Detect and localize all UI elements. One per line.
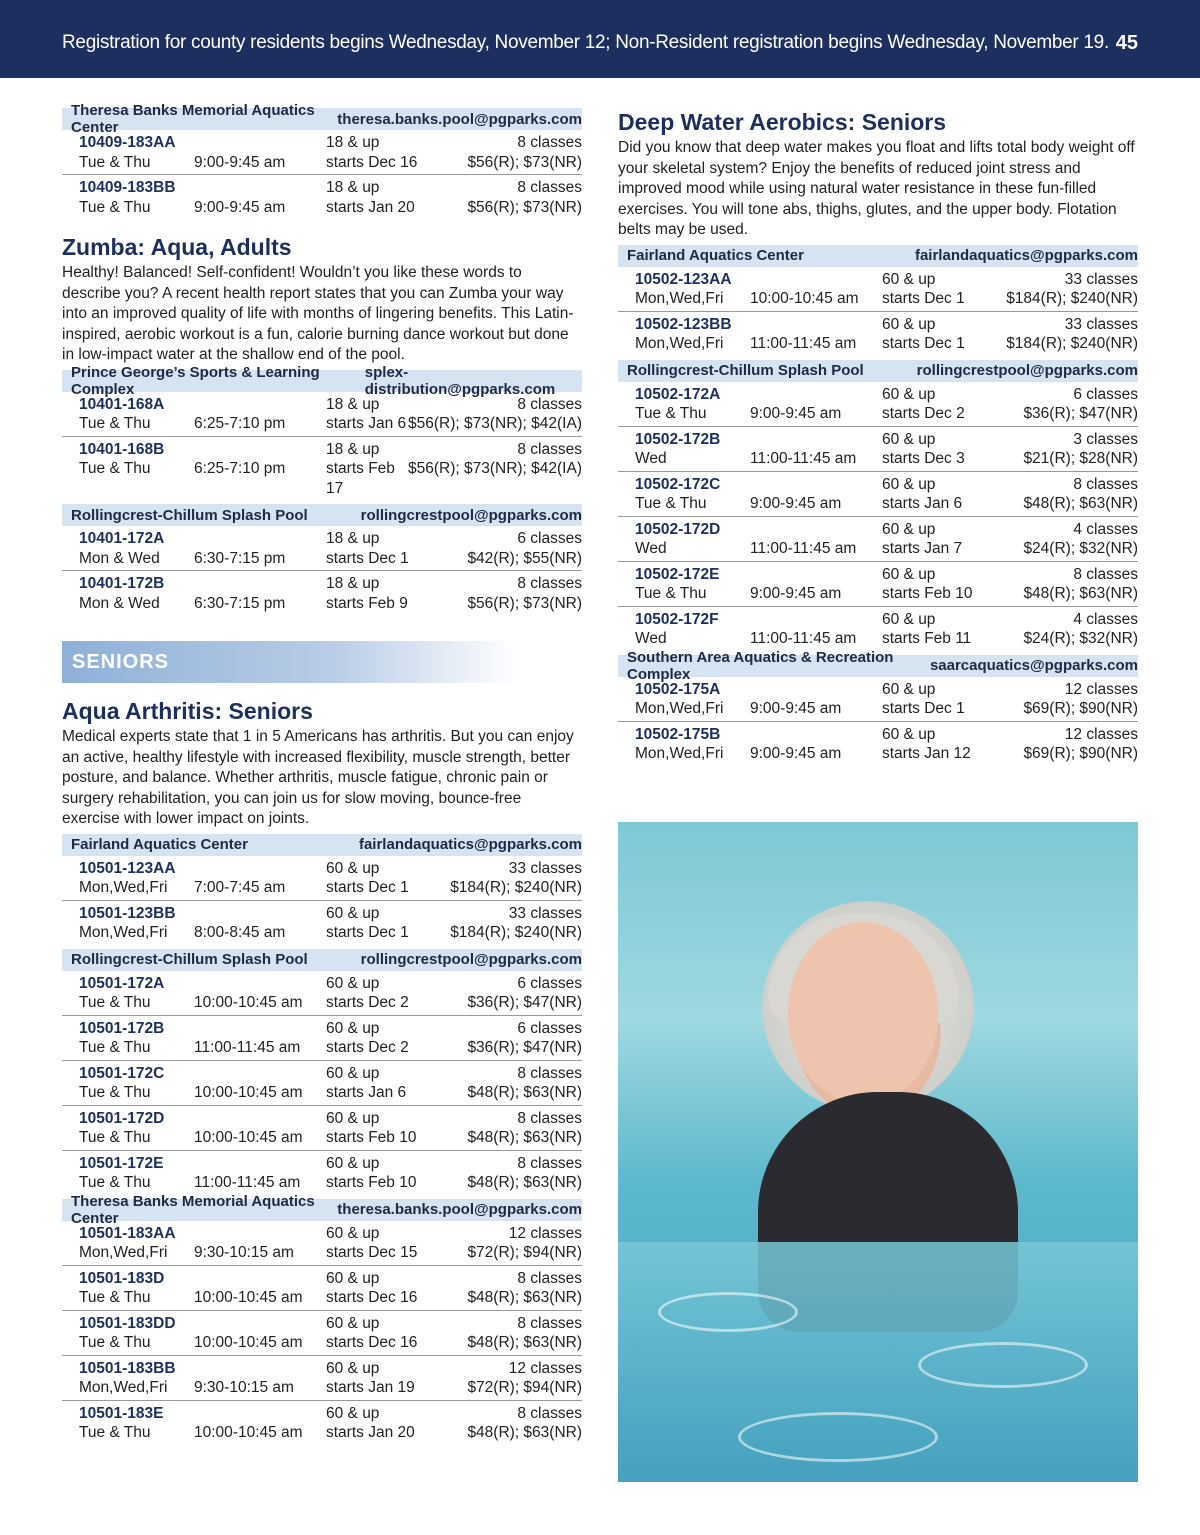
class-age: 60 & up [326,1064,380,1082]
class-row [62,175,582,219]
class-fee: $184(R); $240(NR) [1006,335,1138,352]
class-code: 10401-168B [79,440,165,458]
photo-ripple [738,1412,938,1462]
class-time: 9:00-9:45 am [750,585,842,602]
class-days: Wed [635,540,667,557]
class-classes: 4 classes [1073,610,1138,628]
location-block [618,648,1138,766]
class-days: Mon,Wed,Fri [79,924,168,941]
class-start: starts Feb 10 [326,1174,417,1191]
class-row [618,312,1138,356]
class-classes: 8 classes [517,575,582,592]
class-fee: $36(R); $47(NR) [467,1039,582,1056]
zumba-title: Zumba: Aqua, Adults [62,234,292,260]
location-email-link[interactable]: fairlandaquatics@pgparks.com [358,836,582,853]
class-days: Wed [635,450,667,467]
class-days: Tue & Thu [79,1129,151,1146]
arthritis-description: Medical experts state that 1 in 5 Americans has arthritis. But you can enjoy an active, healthy lifestyle with increased flexibility, muscle strength, better posture, and balance. Whether arthritis, muscle fatigue, chronic pain or surgery rehabilitation, you can join us for slow moving, bounce-free exercise with lower impact on joints. [62,728,574,827]
location-header [62,834,582,856]
class-time: 10:00-10:45 am [194,1129,303,1146]
class-row [62,1151,582,1195]
class-row [62,1106,582,1151]
class-fee: $48(R); $63(NR) [467,1084,582,1101]
class-time: 10:00-10:45 am [194,1289,303,1306]
class-start: starts Dec 1 [882,335,965,352]
class-time: 6:25-7:10 pm [194,460,286,477]
class-classes: 8 classes [517,1314,582,1332]
class-age: 18 & up [326,134,380,151]
class-time: 11:00-11:45 am [750,335,857,352]
location-header [618,648,1138,683]
class-row [62,856,582,901]
photo-face [788,922,938,1102]
class-fee: $56(R); $73(NR); $42(IA) [407,415,582,432]
class-age: 60 & up [882,565,936,583]
class-days: Tue & Thu [79,1039,151,1056]
class-row [62,1061,582,1106]
class-age: 60 & up [326,904,380,922]
class-fee: $56(R); $73(NR) [467,198,582,216]
class-row [62,526,582,571]
class-time: 8:00-8:45 am [194,924,286,941]
class-age: 18 & up [326,179,380,196]
location-header [618,360,1138,382]
senior-swimmer-photo [618,822,1138,1482]
class-fee: $72(R); $94(NR) [467,1244,582,1261]
class-start: starts Dec 1 [882,700,965,717]
class-fee: $48(R); $63(NR) [467,1334,582,1351]
class-days: Mon,Wed,Fri [79,879,168,896]
class-start: starts Feb 10 [326,1129,417,1146]
class-fee: $48(R); $63(NR) [467,1289,582,1306]
class-row [62,1356,582,1401]
deep-water-title: Deep Water Aerobics: Seniors [618,109,947,135]
location-header [62,102,582,136]
class-row [62,392,582,437]
class-start: starts Dec 16 [326,1289,418,1306]
class-classes: 8 classes [517,1109,582,1127]
class-time: 9:30-10:15 am [194,1244,294,1261]
class-fee: $56(R); $73(NR) [467,153,582,171]
class-classes: 33 classes [508,904,582,922]
class-classes: 33 classes [1064,270,1138,288]
class-classes: 8 classes [517,179,582,196]
class-classes: 8 classes [517,1154,582,1172]
location-block [62,102,582,219]
class-code: 10502-172C [635,475,721,493]
class-age: 60 & up [882,430,936,448]
location-name: Prince George’s Sports & Learning Complex [71,363,320,398]
class-age: 60 & up [326,1224,380,1242]
location-block [62,1192,582,1445]
class-age: 60 & up [326,1404,380,1422]
class-age: 60 & up [882,475,936,493]
class-classes: 12 classes [1064,725,1138,743]
location-block [62,504,582,615]
class-start: starts Feb 10 [882,585,973,602]
location-name: Theresa Banks Memorial Aquatics Center [71,102,315,136]
class-age: 60 & up [326,1269,380,1287]
class-row [618,722,1138,766]
class-code: 10501-172C [79,1064,165,1082]
class-time: 10:00-10:45 am [194,1084,303,1101]
class-days: Tue & Thu [635,585,707,602]
class-classes: 12 classes [508,1224,582,1242]
class-row [62,901,582,945]
class-fee: $69(R); $90(NR) [1023,700,1138,717]
location-email-link[interactable]: splex-distribution@pgparks.com [364,363,556,398]
location-name: Rollingcrest-Chillum Splash Pool [71,506,308,524]
class-age: 60 & up [882,680,936,698]
class-row [62,1401,582,1445]
class-fee: $36(R); $47(NR) [1023,405,1138,422]
class-fee: $48(R); $63(NR) [1023,585,1138,602]
class-classes: 8 classes [1073,565,1138,583]
class-age: 18 & up [326,575,380,592]
location-name: Rollingcrest-Chillum Splash Pool [71,951,308,968]
class-code: 10401-168A [79,395,165,413]
class-days: Tue & Thu [79,198,151,216]
class-fee: $24(R); $32(NR) [1023,630,1138,647]
class-time: 6:30-7:15 pm [194,594,286,612]
class-classes: 6 classes [517,974,582,992]
location-block [62,363,582,501]
location-block [62,949,582,1195]
class-age: 60 & up [326,1154,380,1172]
class-time: 9:00-9:45 am [750,495,842,512]
location-email-link[interactable]: theresa.banks.pool@pgparks.com [337,1201,582,1218]
class-days: Tue & Thu [79,1424,151,1441]
class-code: 10501-183D [79,1269,165,1287]
class-classes: 6 classes [1073,385,1138,403]
class-fee: $36(R); $47(NR) [467,994,582,1011]
class-age: 18 & up [326,395,380,413]
registration-notice: Registration for county residents begins Wednesday, November 12; Non-Resident registration begins Wednesday, November 19. [62,32,1109,53]
class-row [618,517,1138,562]
class-row [62,571,582,615]
class-start: starts Jan 19 [326,1379,415,1396]
class-code: 10501-183DD [79,1314,176,1332]
class-classes: 8 classes [517,440,582,458]
class-classes: 8 classes [1073,475,1138,493]
class-age: 18 & up [326,530,380,547]
class-fee: $184(R); $240(NR) [1006,290,1138,307]
location-name: Theresa Banks Memorial Aquatics Center [71,1192,315,1227]
class-classes: 33 classes [1064,315,1138,333]
class-classes: 12 classes [508,1359,582,1377]
class-time: 9:00-9:45 am [194,198,286,216]
class-code: 10502-172F [635,610,719,628]
class-start: starts Dec 2 [326,994,409,1011]
class-time: 9:00-9:45 am [750,700,842,717]
deep-water-description: Did you know that deep water makes you float and lifts total body weight off your skeletal system? Enjoy the benefits of reduced joint stress and improved mood while using natural water resistance in these fun-filled exercises. You will tone abs, thighs, glutes, and the upper body. Flotation belts may be used. [618,139,1135,238]
class-start: starts Dec 3 [882,450,965,467]
class-code: 10502-172A [635,385,721,403]
class-code: 10502-172D [635,520,721,538]
class-row [62,1221,582,1266]
class-age: 60 & up [326,1314,380,1332]
class-start: starts Dec 2 [326,1039,409,1056]
class-fee: $48(R); $63(NR) [1023,495,1138,512]
class-classes: 8 classes [517,134,582,151]
photo-ripple [918,1342,1088,1388]
class-days: Tue & Thu [79,460,151,477]
class-days: Mon,Wed,Fri [635,745,724,762]
class-days: Mon & Wed [79,549,160,567]
class-age: 60 & up [326,1359,380,1377]
seniors-section-band: SENIORS [62,641,517,683]
location-email-link[interactable]: theresa.banks.pool@pgparks.com [337,110,582,128]
class-row [618,562,1138,607]
class-start: starts Dec 16 [326,1334,418,1351]
class-days: Tue & Thu [79,153,151,171]
class-code: 10401-172A [79,530,165,547]
class-age: 60 & up [882,520,936,538]
class-fee: $72(R); $94(NR) [467,1379,582,1396]
class-code: 10501-183E [79,1404,164,1422]
class-age: 60 & up [326,859,380,877]
class-start: starts Dec 15 [326,1244,418,1261]
class-days: Mon,Wed,Fri [635,290,724,307]
class-code: 10501-172D [79,1109,165,1127]
class-days: Mon,Wed,Fri [635,700,724,717]
class-start: starts Dec 1 [326,549,409,567]
class-age: 60 & up [882,270,936,288]
class-time: 9:00-9:45 am [750,405,842,422]
class-days: Tue & Thu [79,1334,151,1351]
location-name: Southern Area Aquatics & Recreation Complex [627,648,894,683]
class-fee: $48(R); $63(NR) [467,1129,582,1146]
class-classes: 6 classes [517,530,582,547]
class-row [62,130,582,175]
class-classes: 8 classes [517,1064,582,1082]
class-start: starts Feb 9 [326,594,408,612]
class-start: starts Dec 16 [326,153,418,171]
class-start: starts Dec 1 [882,290,965,307]
class-row [618,607,1138,651]
top-banner [0,0,1200,78]
class-start: starts Dec 1 [326,879,409,896]
class-row [62,1266,582,1311]
class-start: starts Jan 20 [326,198,415,216]
class-days: Mon,Wed,Fri [635,335,724,352]
zumba-description: Healthy! Balanced! Self-confident! Wouldn’t you like these words to describe you? A recent health report states that you can Zumba your way into an improved quality of life with months of lingering benefits. This Latin-inspired, aerobic workout is a fun, calorie burning dance workout but done in low-impact water at the shallow end of the pool. [62,264,574,363]
location-header [62,504,582,526]
class-classes: 6 classes [517,1019,582,1037]
class-code: 10502-175B [635,725,721,743]
class-code: 10502-172E [635,565,720,583]
class-code: 10409-183AA [79,134,176,151]
class-fee: $56(R); $73(NR) [467,594,582,612]
page-number: 45 [1115,32,1138,54]
location-name: Fairland Aquatics Center [71,836,248,853]
left-column [62,104,582,1445]
class-time: 11:00-11:45 am [750,630,857,647]
class-time: 10:00-10:45 am [194,1334,303,1351]
class-age: 60 & up [326,1019,380,1037]
class-classes: 8 classes [517,395,582,413]
class-code: 10409-183BB [79,179,176,196]
location-header [62,363,582,398]
class-days: Tue & Thu [635,405,707,422]
class-time: 11:00-11:45 am [194,1174,301,1191]
class-code: 10501-123BB [79,904,176,922]
location-name: Fairland Aquatics Center [627,247,804,264]
location-email-link[interactable]: rollingcrestpool@pgparks.com [360,506,582,524]
class-time: 9:00-9:45 am [194,153,286,171]
class-days: Tue & Thu [79,994,151,1011]
class-age: 60 & up [882,315,936,333]
class-start: starts Feb 17 [326,460,395,497]
location-email-link[interactable]: rollingcrestpool@pgparks.com [360,951,582,968]
class-time: 11:00-11:45 am [750,540,857,557]
class-time: 11:00-11:45 am [194,1039,301,1056]
class-age: 60 & up [882,385,936,403]
class-code: 10401-172B [79,575,165,592]
class-days: Tue & Thu [79,1174,151,1191]
class-days: Tue & Thu [79,415,151,432]
class-days: Tue & Thu [635,495,707,512]
class-start: starts Dec 2 [882,405,965,422]
class-start: starts Jan 6 [882,495,963,512]
class-time: 6:25-7:10 pm [194,415,286,432]
location-block [618,360,1138,651]
class-days: Wed [635,630,667,647]
class-start: starts Jan 20 [326,1424,415,1441]
class-days: Tue & Thu [79,1289,151,1306]
right-column [618,108,1138,766]
class-start: starts Jan 12 [882,745,971,762]
class-row [62,1311,582,1356]
class-code: 10501-172A [79,974,165,992]
class-row [618,472,1138,517]
class-row [618,677,1138,722]
class-code: 10502-123AA [635,270,732,288]
class-time: 10:00-10:45 am [194,994,303,1011]
class-code: 10501-172E [79,1154,164,1172]
class-fee: $42(R); $55(NR) [467,549,582,567]
class-row [62,1016,582,1061]
location-header [62,1192,582,1227]
class-fee: $48(R); $63(NR) [467,1174,582,1191]
class-age: 60 & up [326,1109,380,1127]
class-code: 10502-175A [635,680,721,698]
location-header [618,245,1138,267]
class-time: 10:00-10:45 am [750,290,859,307]
class-code: 10501-183BB [79,1359,176,1377]
class-days: Mon,Wed,Fri [79,1244,168,1261]
class-start: starts Jan 6 [326,415,407,432]
class-start: starts Jan 6 [326,1084,407,1101]
location-email-link[interactable]: fairlandaquatics@pgparks.com [914,247,1138,264]
class-code: 10502-123BB [635,315,732,333]
class-time: 9:30-10:15 am [194,1379,294,1396]
class-classes: 8 classes [517,1269,582,1287]
class-code: 10501-123AA [79,859,176,877]
class-classes: 8 classes [517,1404,582,1422]
class-code: 10502-172B [635,430,721,448]
class-fee: $21(R); $28(NR) [1023,450,1138,467]
class-age: 60 & up [882,725,936,743]
class-start: starts Feb 11 [882,630,972,647]
class-start: starts Jan 7 [882,540,963,557]
class-fee: $56(R); $73(NR); $42(IA) [407,460,582,477]
class-classes: 12 classes [1064,680,1138,698]
photo-ripple [658,1292,798,1332]
class-time: 6:30-7:15 pm [194,549,286,567]
class-days: Mon & Wed [79,594,160,612]
class-fee: $24(R); $32(NR) [1023,540,1138,557]
class-time: 7:00-7:45 am [194,879,286,896]
class-row [618,382,1138,427]
class-row [62,437,582,501]
location-header [62,949,582,971]
class-fee: $48(R); $63(NR) [467,1424,582,1441]
class-row [62,971,582,1016]
class-classes: 3 classes [1073,430,1138,448]
class-days: Mon,Wed,Fri [79,1379,168,1396]
class-code: 10501-172B [79,1019,165,1037]
class-age: 60 & up [326,974,380,992]
class-start: starts Dec 1 [326,924,409,941]
location-name: Rollingcrest-Chillum Splash Pool [627,362,864,379]
class-time: 10:00-10:45 am [194,1424,303,1441]
class-time: 11:00-11:45 am [750,450,857,467]
class-age: 18 & up [326,440,380,458]
class-fee: $184(R); $240(NR) [450,879,582,896]
class-age: 60 & up [882,610,936,628]
class-fee: $184(R); $240(NR) [450,924,582,941]
class-days: Tue & Thu [79,1084,151,1101]
class-time: 9:00-9:45 am [750,745,842,762]
class-code: 10501-183AA [79,1224,176,1242]
class-classes: 4 classes [1073,520,1138,538]
location-block [618,245,1138,356]
class-row [618,267,1138,312]
class-classes: 33 classes [508,859,582,877]
class-fee: $69(R); $90(NR) [1023,745,1138,762]
location-email-link[interactable]: rollingcrestpool@pgparks.com [916,362,1138,379]
location-block [62,834,582,945]
location-email-link[interactable]: saarcaquatics@pgparks.com [929,657,1138,674]
arthritis-title: Aqua Arthritis: Seniors [62,698,313,724]
class-row [618,427,1138,472]
